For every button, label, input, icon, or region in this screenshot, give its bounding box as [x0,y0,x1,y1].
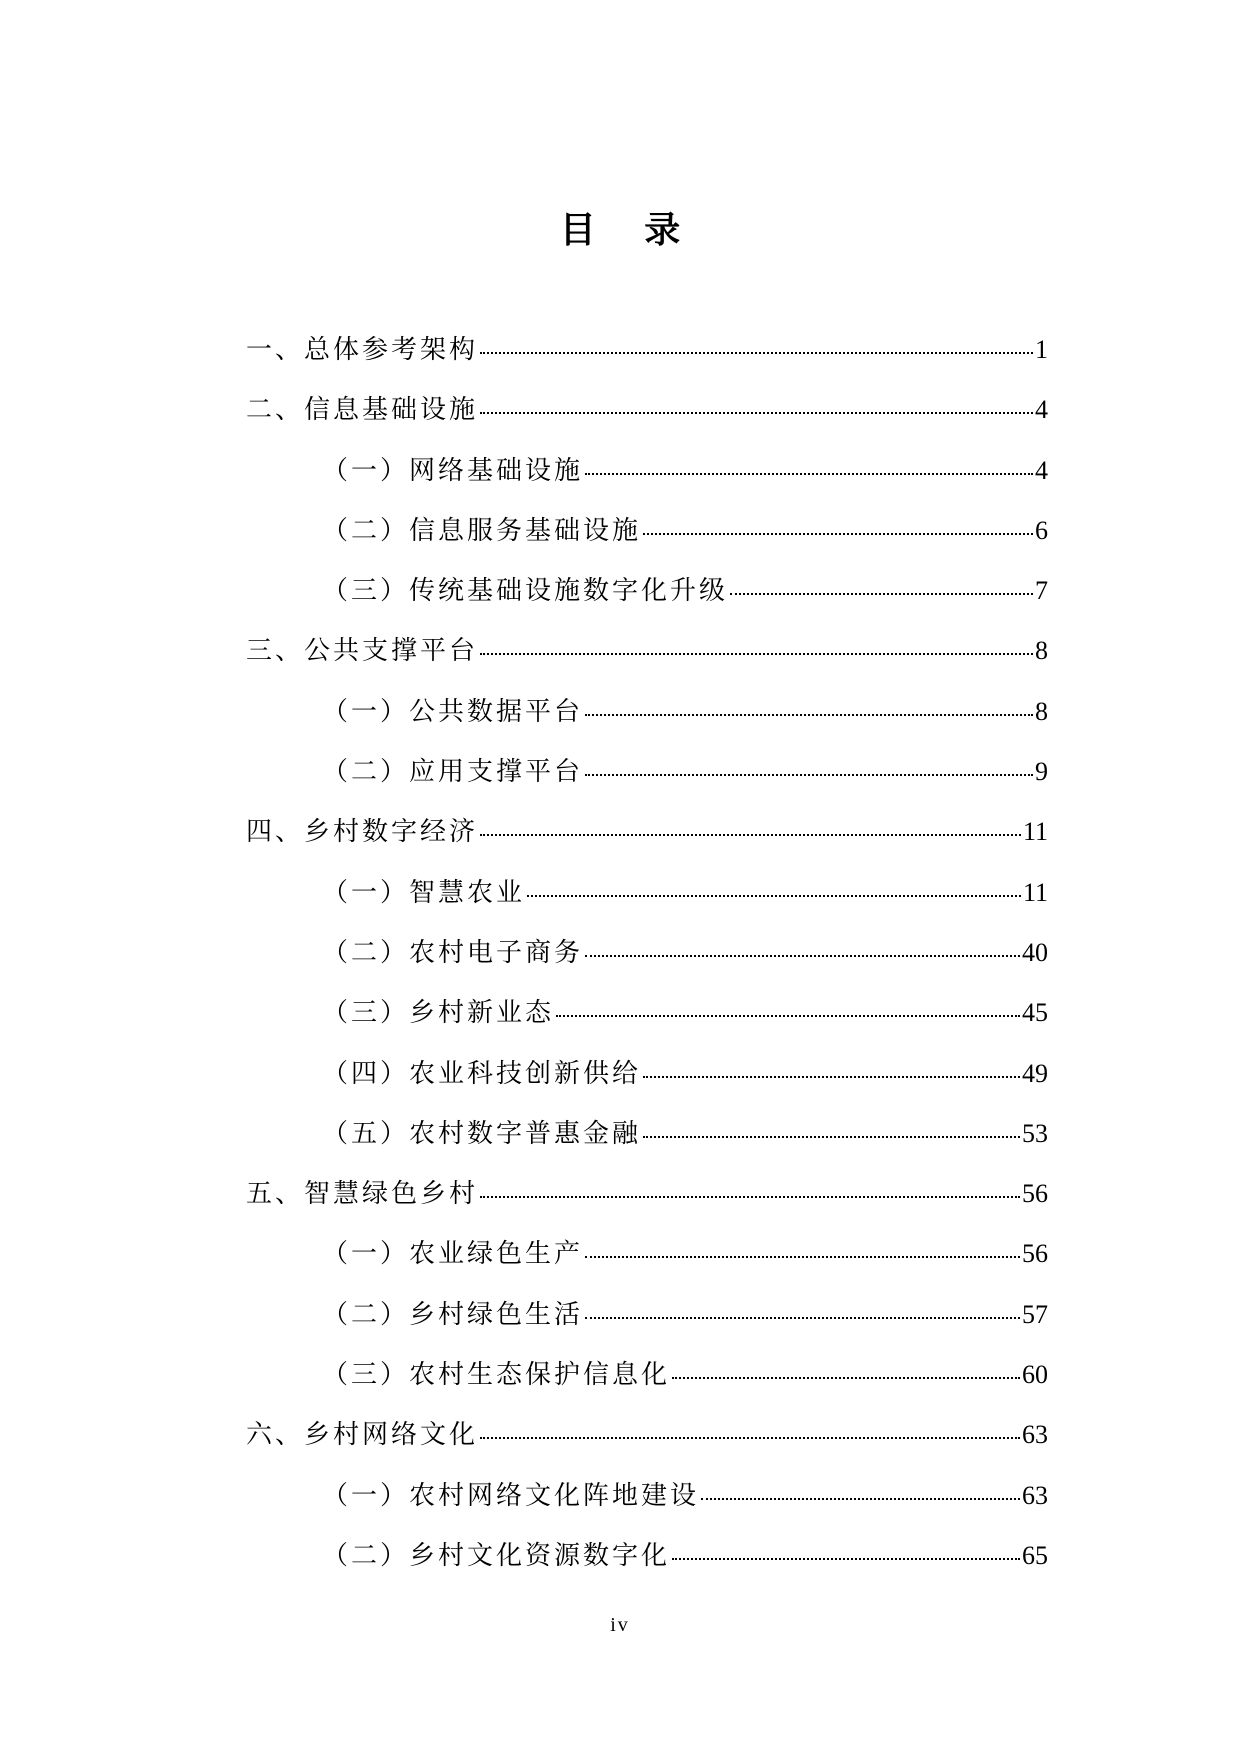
toc-dot-leader [730,593,1033,595]
toc-subsection-entry[interactable] [246,501,1048,561]
toc-entry-page: 53 [1022,1118,1048,1148]
page-title: 目 录 [559,210,699,251]
toc-dot-leader [585,714,1033,716]
toc-subsection-entry[interactable] [246,742,1048,802]
toc-entry-label: 二、信息基础设施 [246,395,479,426]
toc-entry-label: （一）智慧农业 [322,877,526,908]
toc-dot-leader [585,774,1033,776]
toc-entry-label: （五）农村数字普惠金融 [322,1118,642,1149]
toc-entry-page: 7 [1035,576,1048,606]
toc-dot-leader [480,834,1021,836]
toc-entry-label: （二）乡村绿色生活 [322,1299,584,1330]
toc-section-entry[interactable] [246,380,1048,440]
toc-entry-page: 8 [1035,696,1048,726]
toc-dot-leader [480,1196,1020,1198]
toc-section-entry[interactable] [246,802,1048,862]
toc-entry-page: 60 [1022,1360,1048,1390]
toc-entry-page: 56 [1022,1179,1048,1209]
toc-subsection-entry[interactable] [246,441,1048,501]
toc-entry-page: 6 [1035,515,1048,545]
toc-dot-leader [480,352,1033,354]
toc-entry-page: 4 [1035,455,1048,485]
toc-entry-page: 65 [1022,1540,1048,1570]
page-number: iv [610,1614,630,1636]
toc-entry-label: （一）公共数据平台 [322,696,584,727]
toc-entry-page: 45 [1022,998,1048,1028]
toc-dot-leader [480,412,1033,414]
toc-entry-page: 1 [1035,335,1048,364]
toc-entry-label: （三）传统基础设施数字化升级 [322,576,729,607]
toc-subsection-entry[interactable] [246,1526,1048,1586]
toc-entry-page: 57 [1022,1299,1048,1329]
toc-entry-label: （一）农村网络文化阵地建设 [322,1480,700,1511]
toc-entry-page: 11 [1022,817,1048,847]
toc-dot-leader [643,533,1033,535]
toc-dot-leader [643,1136,1020,1138]
toc-section-entry[interactable] [246,1164,1048,1224]
toc-entry-page: 4 [1035,395,1048,425]
toc-section-entry[interactable] [246,1405,1048,1465]
toc-entry-label: （一）农业绿色生产 [322,1239,584,1270]
toc-entry-label: （四）农业科技创新供给 [322,1058,642,1089]
toc-entry-label: （二）信息服务基础设施 [322,515,642,546]
toc-subsection-entry[interactable] [246,1466,1048,1526]
toc-entry-page: 63 [1022,1480,1048,1510]
toc-entry-page: 40 [1022,937,1048,967]
toc-dot-leader [585,1256,1020,1258]
toc-dot-leader [672,1377,1020,1379]
toc-dot-leader [527,895,1021,897]
toc-dot-leader [643,1076,1020,1078]
toc-entry-page: 8 [1035,636,1048,666]
toc-entry-page: 9 [1035,757,1048,787]
toc-subsection-entry[interactable] [246,863,1048,923]
toc-subsection-entry[interactable] [246,923,1048,983]
toc-entry-page: 56 [1022,1239,1048,1269]
toc-subsection-entry[interactable] [246,1285,1048,1345]
toc-subsection-entry[interactable] [246,561,1048,621]
table-of-contents [246,320,1048,1586]
toc-section-entry[interactable] [246,320,1048,380]
toc-subsection-entry[interactable] [246,1345,1048,1405]
toc-dot-leader [585,1317,1020,1319]
toc-entry-page: 63 [1022,1420,1048,1450]
toc-entry-label: （三）农村生态保护信息化 [322,1360,671,1391]
toc-entry-label: （二）农村电子商务 [322,937,584,968]
toc-subsection-entry[interactable] [246,682,1048,742]
toc-entry-label: 六、乡村网络文化 [246,1420,479,1451]
toc-entry-label: （一）网络基础设施 [322,455,584,486]
toc-entry-label: 三、公共支撑平台 [246,636,479,667]
toc-subsection-entry[interactable] [246,1044,1048,1104]
toc-section-entry[interactable] [246,621,1048,681]
toc-entry-label: （二）应用支撑平台 [322,757,584,788]
toc-entry-label: （二）乡村文化资源数字化 [322,1540,671,1571]
toc-entry-page: 11 [1022,877,1048,907]
toc-dot-leader [556,1015,1020,1017]
toc-entry-label: （三）乡村新业态 [322,998,555,1029]
toc-subsection-entry[interactable] [246,1224,1048,1284]
toc-entry-page: 49 [1022,1058,1048,1088]
toc-entry-label: 五、智慧绿色乡村 [246,1179,479,1210]
toc-subsection-entry[interactable] [246,1104,1048,1164]
toc-dot-leader [480,653,1033,655]
toc-dot-leader [480,1437,1020,1439]
toc-entry-label: 一、总体参考架构 [246,335,479,365]
toc-dot-leader [672,1558,1020,1560]
toc-subsection-entry[interactable] [246,983,1048,1043]
toc-dot-leader [701,1498,1020,1500]
toc-entry-label: 四、乡村数字经济 [246,817,479,848]
toc-dot-leader [585,955,1020,957]
toc-dot-leader [585,473,1033,475]
